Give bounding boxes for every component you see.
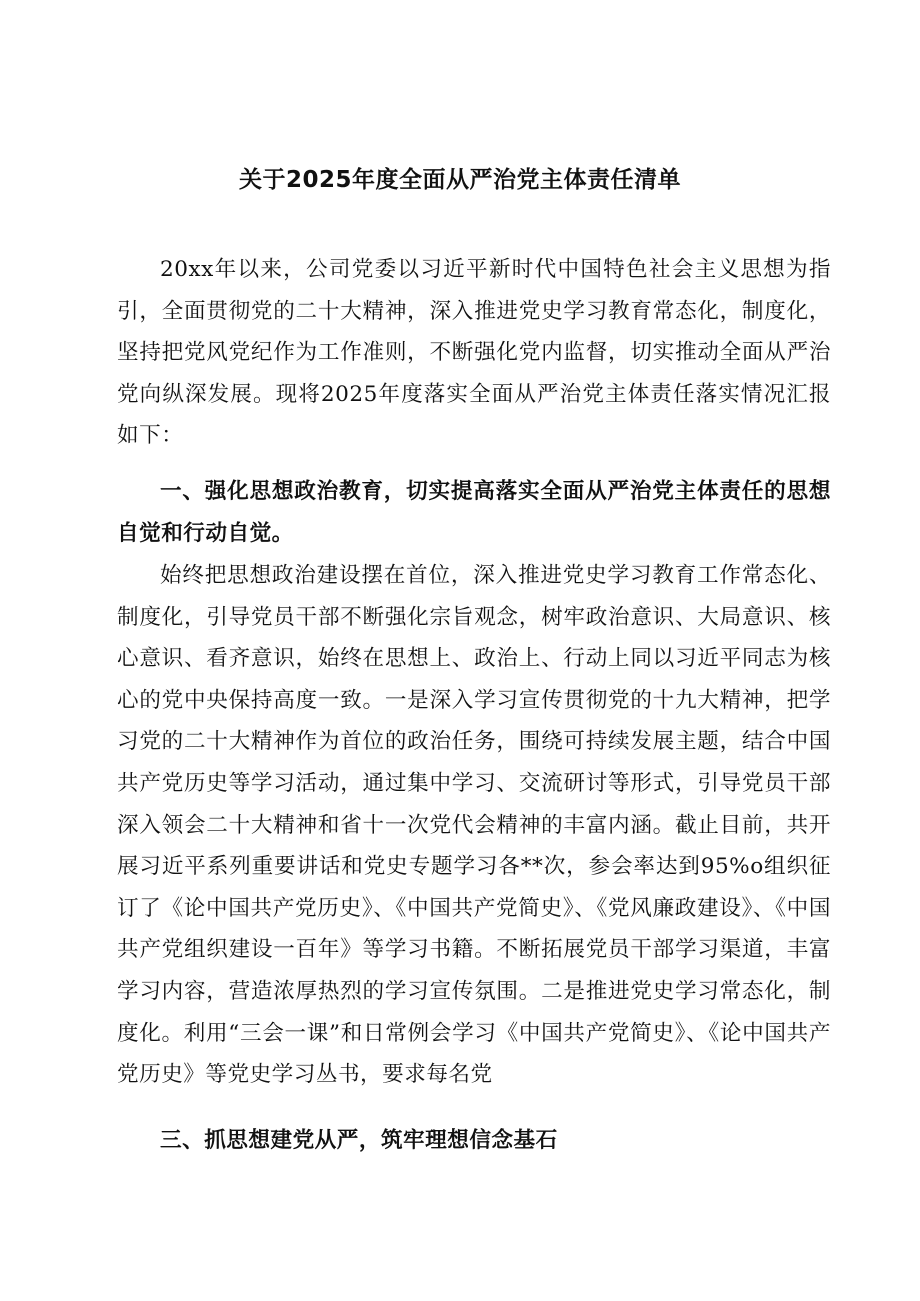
section-three-heading: 三、抓思想建党从严，筑牢理想信念基石 xyxy=(160,1128,558,1153)
intro-paragraph: 20xx年以来，公司党委以习近平新时代中国特色社会主义思想为指引，全面贯彻党的二十大精神，深入推进党史学习教育常态化，制度化，坚持把党风党纪作为工作准则，不断强化党内监督，切实推动全面从严治党向纵深发展。现将2025年度落实全面从严治党主体责任落实情况汇报如下： xyxy=(117,257,831,449)
section-one-paragraph: 始终把思想政治建设摆在首位，深入推进党史学习教育工作常态化、制度化，引导党员干部不断强化宗旨观念，树牢政治意识、大局意识、核心意识、看齐意识，始终在思想上、政治上、行动上同以习近平同志为核心的党中央保持高度一致。一是深入学习宣传贯彻党的十九大精神，把学习党的二十大精神作为首位的政治任务，围绕可持续发展主题，结合中国共产党历史等学习活动，通过集中学习、交流研讨等形式，引导党员干部深入领会二十大精神和省十一次党代会精神的丰富内涵。截止目前，共开展习近平系列重要讲话和党史专题学习各**次，参会率达到95%o组织征订了《论中国共产党历史》、《中国共产党简史》、《党风廉政建设》、《中国共产党组织建设一百年》等学习书籍。不断拓展党员干部学习渠道，丰富学习内容，营造浓厚热烈的学习宣传氛围。二是推进党史学习常态化，制度化。利用“三会一课”和日常例会学习《中国共产党简史》、《论中国共产党历史》等党史学习丛书，要求每名党 xyxy=(117,563,831,1088)
section-one-heading: 一、强化思想政治教育，切实提高落实全面从严治党主体责任的思想自觉和行动自觉。 xyxy=(117,479,831,546)
document-title: 关于2025年度全面从严治党主体责任清单 xyxy=(238,167,681,193)
